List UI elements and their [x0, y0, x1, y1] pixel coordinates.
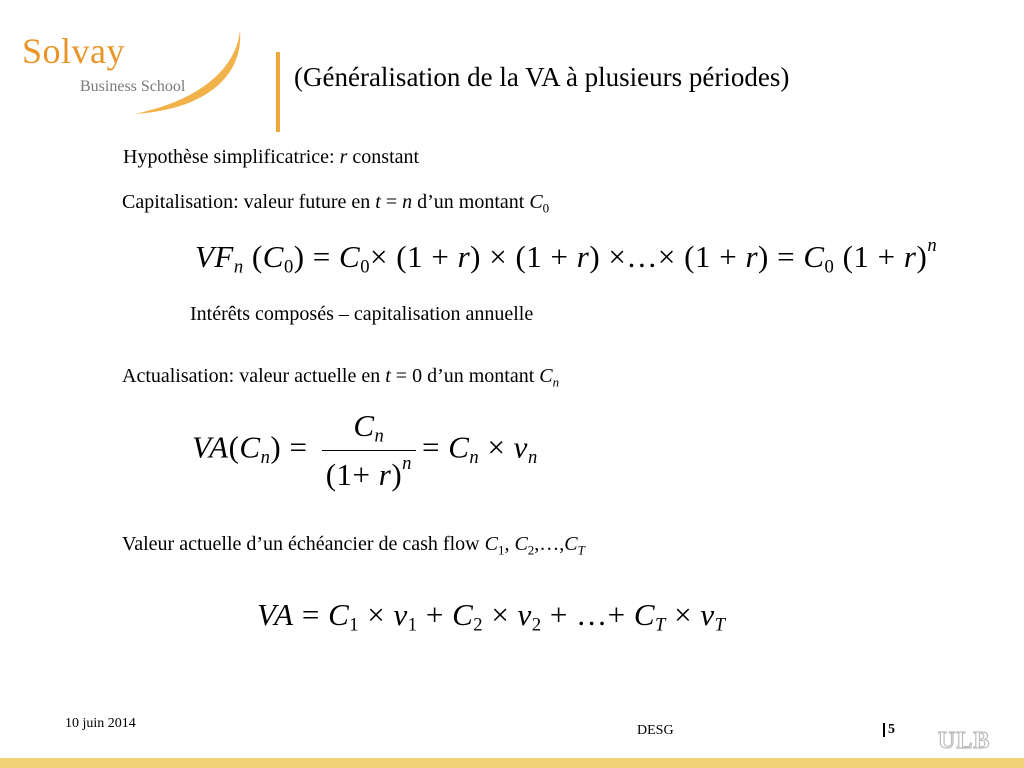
vf-r2: r — [576, 238, 590, 274]
va-close: ) = — [270, 429, 308, 465]
vf-c0c: C — [803, 238, 825, 274]
va-den-r: r — [378, 456, 392, 492]
cf-c2: C — [514, 533, 528, 555]
vf-sub-n: n — [233, 256, 244, 278]
logo-subtitle: Business School — [80, 78, 186, 95]
bottom-band — [0, 758, 1024, 768]
hypothesis-var: r — [339, 146, 348, 168]
title-divider — [276, 52, 280, 132]
cf-c1: C — [484, 533, 498, 555]
va-num-sub: n — [374, 425, 385, 447]
sum-v2: v — [517, 597, 532, 632]
va-numerator — [322, 408, 416, 450]
vf-p3: ) × (1 + — [470, 238, 577, 274]
sum-times3: × — [665, 597, 701, 632]
sum-c2-sub: 2 — [473, 614, 484, 636]
vf-p7: ) — [916, 238, 928, 274]
sum-c1-sub: 1 — [349, 614, 360, 636]
logo-name: Solvay — [22, 31, 126, 71]
va-cn-sub: n — [260, 446, 271, 468]
va-v: v — [513, 429, 528, 465]
cashflow-text — [122, 533, 585, 559]
act-t: t — [385, 365, 391, 387]
cap-t: t — [375, 191, 381, 213]
sum-eq: = — [293, 597, 329, 632]
slide-title: (Généralisation de la VA à plusieurs périodes) — [294, 62, 790, 92]
vf-c0b: C — [339, 238, 361, 274]
cf-prefix: Valeur actuelle d’un échéancier de cash flow — [122, 533, 485, 555]
va-times: × — [479, 429, 514, 465]
va-v-sub: n — [527, 446, 538, 468]
vf-c0: C — [262, 238, 284, 274]
sum-plus1: + — [417, 597, 453, 632]
hypothesis-text — [123, 146, 419, 169]
cap-mid: d’un montant — [412, 191, 530, 213]
hypothesis-suffix: constant — [347, 146, 420, 168]
sum-plus2: + — [541, 597, 577, 632]
act-C: C — [539, 365, 553, 387]
va-denominator — [322, 450, 416, 493]
act-mid: = 0 d’un montant — [390, 365, 540, 387]
cf-sep1: , — [504, 533, 515, 555]
vf-p6: (1 + — [834, 238, 904, 274]
va-cn2: C — [448, 429, 470, 465]
actualisation-text — [122, 365, 559, 391]
vf-r1: r — [457, 238, 471, 274]
page-number: 5 — [883, 723, 895, 737]
va-cn: C — [239, 429, 261, 465]
ulb-logo: ULB — [938, 728, 991, 754]
cap-eq: = — [380, 191, 403, 213]
vf-p5: ) = — [758, 238, 804, 274]
cf-sep2: ,…, — [534, 533, 565, 555]
footer-org: DESG — [637, 723, 674, 738]
va-den-exp: n — [402, 452, 412, 474]
act-prefix: Actualisation: valeur actuelle en — [122, 365, 386, 387]
cf-cT: C — [564, 533, 578, 555]
vf-r3: r — [745, 238, 759, 274]
sum-vT-sub: T — [714, 614, 726, 636]
vf-p4: ) ×…× (1 + — [589, 238, 746, 274]
sum-cT: C — [633, 597, 656, 632]
va-fraction — [322, 408, 416, 492]
vf-label: VF — [195, 238, 234, 274]
cf-sT: T — [577, 542, 585, 558]
formula-present-value — [192, 408, 538, 492]
sum-dots: …+ — [576, 597, 634, 632]
va-cn2-sub: n — [469, 446, 480, 468]
vf-p2: ) = — [293, 238, 340, 274]
sum-vT: v — [700, 597, 715, 632]
cap-prefix: Capitalisation: valeur future en — [122, 191, 376, 213]
hypothesis-prefix: Hypothèse simplificatrice: — [123, 146, 340, 168]
sum-va: VA — [257, 597, 294, 632]
vf-c0b-sub: 0 — [360, 256, 371, 278]
cap-n: n — [402, 191, 413, 213]
vf-terms: × (1 + — [370, 238, 458, 274]
cap-C: C — [529, 191, 543, 213]
cf-s1: 1 — [497, 542, 505, 558]
vf-exp-n: n — [927, 235, 938, 256]
va-den-open: (1+ — [325, 456, 379, 492]
vf-p1: ( — [243, 238, 263, 274]
va-open: ( — [228, 429, 240, 465]
capitalisation-text — [122, 191, 549, 217]
sum-c1: C — [328, 597, 350, 632]
sum-times2: × — [483, 597, 518, 632]
sum-c2: C — [452, 597, 474, 632]
compound-interest-note: Intérêts composés – capitalisation annuelle — [190, 303, 534, 325]
vf-c0-sub: 0 — [283, 256, 294, 278]
sum-times1: × — [359, 597, 394, 632]
va-den-close: ) — [391, 456, 403, 492]
cap-sub: 0 — [542, 200, 550, 216]
solvay-logo — [14, 22, 254, 122]
vf-c0c-sub: 0 — [824, 256, 835, 278]
act-sub: n — [552, 374, 560, 390]
vf-r4: r — [903, 238, 917, 274]
va-label: VA — [192, 429, 229, 465]
formula-cashflow-sum — [257, 597, 725, 637]
formula-future-value — [195, 235, 937, 278]
footer-date: 10 juin 2014 — [65, 716, 136, 731]
va-num-c: C — [353, 408, 375, 443]
sum-v1: v — [393, 597, 408, 632]
cf-s2: 2 — [527, 542, 535, 558]
sum-cT-sub: T — [655, 614, 666, 636]
va-eq: = — [421, 429, 449, 465]
sum-v2-sub: 2 — [531, 614, 542, 636]
sum-v1-sub: 1 — [407, 614, 418, 636]
